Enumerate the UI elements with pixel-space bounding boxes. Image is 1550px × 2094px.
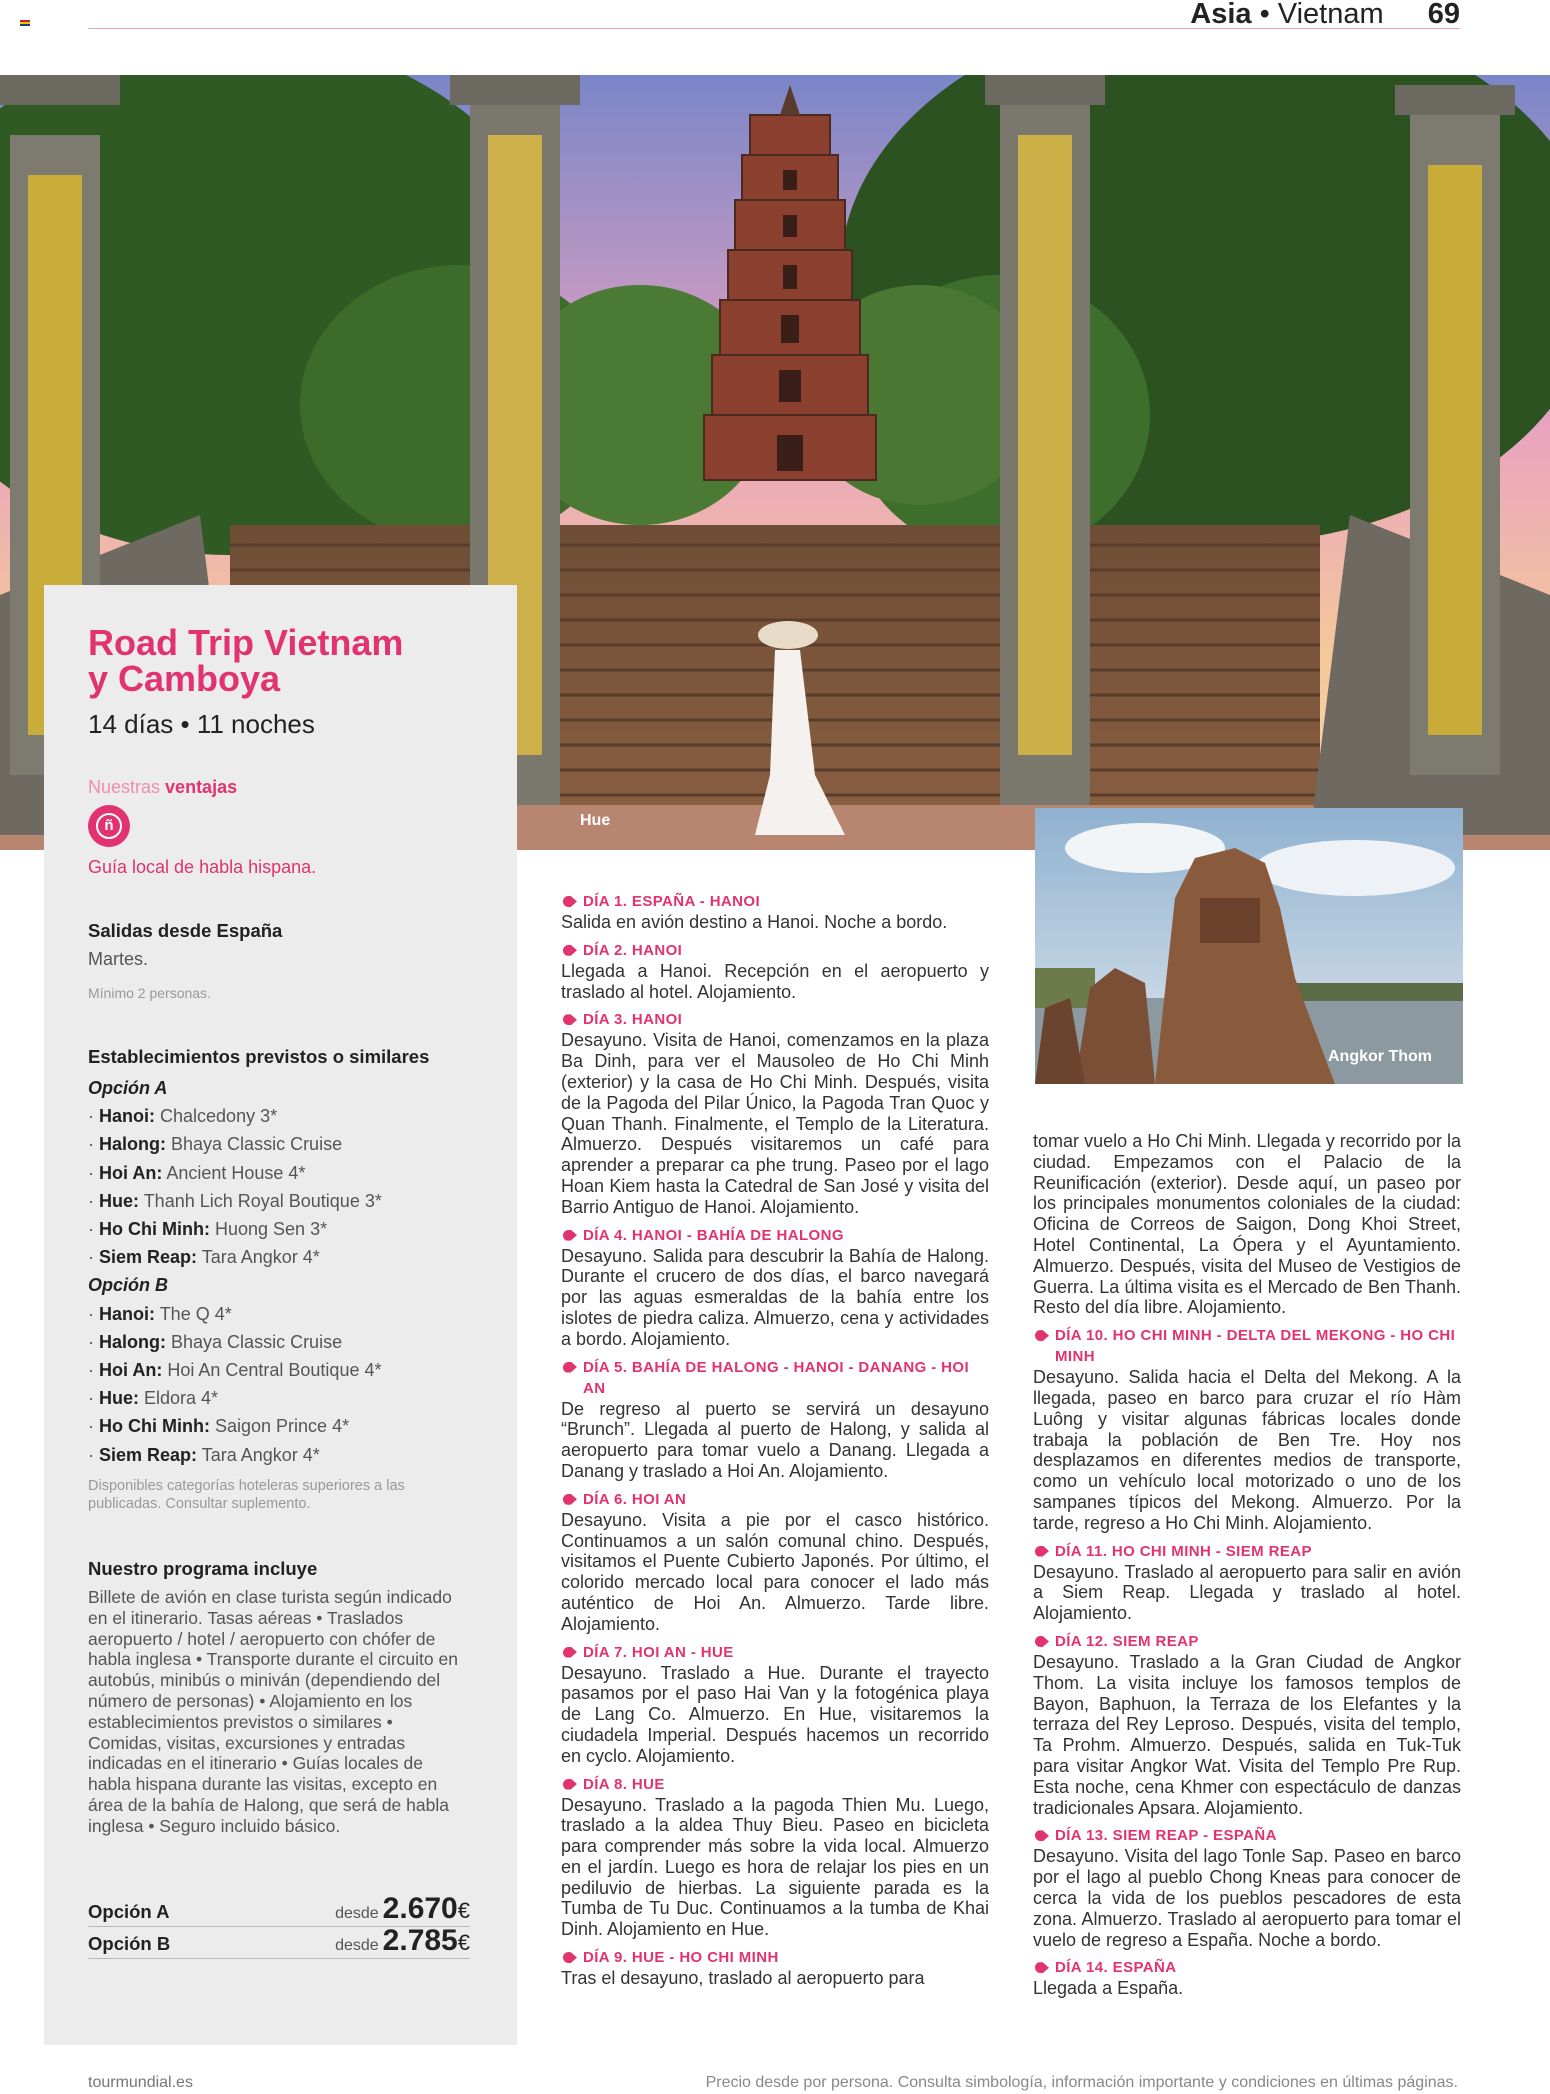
- day-text: Desayuno. Salida hacia el Delta del Mekong. A la llegada, paseo en barco para cruzar el río Hàm Luông y visitar algunas fábricas locales donde trabaja la población de Ben Tre. Hoy nos desplazamos en diferentes medios de transporte, como un vehículo local motorizado o uno de los sampanes típicos del Mekong. Almuerzo. Por la tarde, regreso a Ho Chi Minh. Alojamiento.: [1033, 1367, 1461, 1533]
- day-entry: [561, 891, 989, 933]
- day-entry: [561, 1947, 989, 1989]
- hotel-item: · Hue: Eldora 4*: [88, 1384, 478, 1412]
- angkor-image: [1035, 808, 1463, 1084]
- option-a-label: Opción A: [88, 1078, 168, 1098]
- ventajas-a: Nuestras: [88, 777, 161, 797]
- day-title: DÍA 7. HOI AN - HUE: [561, 1642, 989, 1663]
- hotel-item: · Halong: Bhaya Classic Cruise: [88, 1328, 478, 1356]
- price-option-label: Opción A: [88, 1901, 170, 1922]
- day-entry: [561, 940, 989, 1003]
- itinerary-column-1: [561, 891, 989, 1996]
- day-title: DÍA 1. ESPAÑA - HANOI: [561, 891, 989, 912]
- page-header: [1190, 0, 1460, 31]
- day-text: Llegada a España.: [1033, 1978, 1184, 1999]
- hotel-item: · Hanoi: Chalcedony 3*: [88, 1102, 478, 1130]
- hotel-item: · Ho Chi Minh: Saigon Prince 4*: [88, 1412, 478, 1440]
- day-title: DÍA 2. HANOI: [561, 940, 989, 961]
- hotel-item: · Ho Chi Minh: Huong Sen 3*: [88, 1215, 478, 1243]
- day-text: Desayuno. Traslado a Hue. Durante el trayecto pasamos por el paso Hai Van y la fotogénica playa de Lang Co. Almuerzo. En Hue, visitaremos la ciudadela Imperial. Después hacemos un recorrido en cyclo. Alojamiento.: [561, 1662, 989, 1766]
- hotel-item: · Halong: Bhaya Classic Cruise: [88, 1130, 478, 1158]
- program-heading: Nuestro programa incluye: [88, 1558, 318, 1579]
- trip-duration: 14 días • 11 noches: [88, 709, 315, 739]
- option-b-label: Opción B: [88, 1275, 168, 1296]
- spanish-guide-icon: [88, 805, 130, 847]
- day-text: Llegada a Hanoi. Recepción en el aeropuerto y traslado al hotel. Alojamiento.: [561, 960, 989, 1002]
- trip-card: [44, 585, 517, 2045]
- hotel-item: · Siem Reap: Tara Angkor 4*: [88, 1243, 478, 1271]
- salidas-minimum: Mínimo 2 personas.: [88, 985, 211, 1001]
- day-text: Desayuno. Visita del lago Tonle Sap. Paseo en barco por el lago al pueblo Chong Kneas para conocer de cerca la vida de los pueblos pescadores de esta zona. Almuerzo. Traslado al aeropuerto para tomar el vuelo de regreso a España. Noche a bordo.: [1033, 1846, 1461, 1950]
- day-entry: [1033, 1825, 1461, 1950]
- day-text: Desayuno. Visita a pie por el casco histórico. Continuamos a un salón comunal chino. Después, visitamos el Puente Cubierto Japonés. Por último, el colorido mercado local para conocer el lado más auténtico de Hoi An. Almuerzo. Tarde libre. Alojamiento.: [561, 1509, 989, 1634]
- hotels-heading: Establecimientos previstos o similares: [88, 1046, 430, 1067]
- day-title: DÍA 6. HOI AN: [561, 1489, 989, 1510]
- guide-icon-glyph: ñ: [96, 813, 122, 839]
- itinerary-column-2: [1033, 1131, 1461, 2006]
- trip-title: [88, 622, 468, 699]
- country: Vietnam: [1277, 0, 1384, 30]
- hotel-item: · Hanoi: The Q 4*: [88, 1300, 478, 1328]
- day-title: DÍA 10. HO CHI MINH - DELTA DEL MEKONG - HO CHI MINH: [1033, 1325, 1461, 1367]
- price-value: desde 2.785€: [335, 1924, 470, 1957]
- price-row: [88, 1892, 470, 1927]
- title-line-2: y Camboya: [88, 658, 281, 699]
- hotel-item: · Hue: Thanh Lich Royal Boutique 3*: [88, 1187, 478, 1215]
- day-entry: [1033, 1541, 1461, 1624]
- program-text: Billete de avión en clase turista según indicado en el itinerario. Tasas aéreas • Traslados aeropuerto / hotel / aeropuerto con chófer de habla inglesa • Transporte durante el circuito en autobús, minibús o miniván (dependiendo del número de personas) • Alojamiento en los establecimientos previstos o similares • Comidas, visitas, excursiones y entradas indicadas en el itinerario • Guías locales de habla hispana durante las visitas, excepto en área de la bahía de Halong, que será de habla inglesa • Seguro incluido básico.: [88, 1587, 458, 1836]
- title-line-1: Road Trip Vietnam: [88, 622, 404, 663]
- price-row: [88, 1924, 470, 1959]
- hero-caption: Hue: [580, 812, 611, 829]
- day-text: De regreso al puerto se servirá un desayuno “Brunch”. Llegada al puerto de Halong, y salida al aeropuerto para tomar vuelo a Danang. Llegada a Danang y traslado a Hoi An. Alojamiento.: [561, 1398, 989, 1481]
- day-title: DÍA 13. SIEM REAP - ESPAÑA: [1033, 1825, 1461, 1846]
- separator: •: [1259, 0, 1270, 30]
- hotel-item: · Hoi An: Hoi An Central Boutique 4*: [88, 1356, 478, 1384]
- day-text: Desayuno. Traslado a la pagoda Thien Mu. Luego, traslado a la aldea Thuy Bieu. Paseo en bicicleta para comprender más sobre la vida local. Almuerzo en el jardín. Luego es hora de relajar los pies en un pediluvio de hierbas. La siguiente parada es la Tumba de Tu Duc. Continuamos a la tumba de Khai Dinh. Alojamiento en Hue.: [561, 1794, 989, 1940]
- day-text: tomar vuelo a Ho Chi Minh. Llegada y recorrido por la ciudad. Empezamos con el Palacio de la Reunificación (exterior). Desde aquí, un paseo por los principales monumentos coloniales de la ciudad: Oficina de Correos de Saigon, Dong Khoi Street, Hotel Continental, La Ópera y el Ayuntamiento. Almuerzo. Después, visita del Museo de Vestigios de Guerra. La última visita es el Mercado de Ben Thanh. Resto del día libre. Alojamiento.: [1033, 1131, 1461, 1318]
- price-table: [88, 1892, 470, 1959]
- ventajas-b: ventajas: [165, 777, 238, 797]
- day-text: Desayuno. Traslado al aeropuerto para salir en avión a Siem Reap. Llegada y traslado al hotel. Alojamiento.: [1033, 1561, 1461, 1624]
- day-title: DÍA 11. HO CHI MINH - SIEM REAP: [1033, 1541, 1461, 1562]
- day-title: DÍA 5. BAHÍA DE HALONG - HANOI - DANANG - HOI AN: [561, 1357, 989, 1399]
- flag-icon: [20, 20, 30, 26]
- day-title: DÍA 8. HUE: [561, 1774, 989, 1795]
- hotel-disclaimer: Disponibles categorías hoteleras superiores a las publicadas. Consultar suplemento.: [88, 1478, 405, 1512]
- salidas-heading: Salidas desde España: [88, 920, 283, 941]
- day-entry: [1033, 1957, 1461, 1999]
- page-number: 69: [1427, 0, 1460, 30]
- day-title: DÍA 9. HUE - HO CHI MINH: [561, 1947, 989, 1968]
- day-entry: [1033, 1131, 1461, 1318]
- ventaja-text: Guía local de habla hispana.: [88, 857, 317, 877]
- day-title: DÍA 14. ESPAÑA: [1033, 1957, 1461, 1978]
- day-entry: [1033, 1631, 1461, 1818]
- day-entry: [561, 1009, 989, 1217]
- day-text: Salida en avión destino a Hanoi. Noche a bordo.: [561, 912, 948, 932]
- day-text: Desayuno. Visita de Hanoi, comenzamos en la plaza Ba Dinh, para ver el Mausoleo de Ho Chi Minh (exterior) y la casa de Ho Chi Minh. Después, visita de la Pagoda del Pilar Único, la Pagoda Tran Quoc y Quan Thanh. Finalmente, el Templo de la Literatura. Almuerzo. Después visitaremos un café para aprender a preparar ca phe trung. Paseo por el lago Hoan Kiem hasta la Catedral de San José y visita del Barrio Antiguo de Hanoi. Alojamiento.: [561, 1030, 989, 1217]
- hotel-item: · Hoi An: Ancient House 4*: [88, 1159, 478, 1187]
- day-title: DÍA 12. SIEM REAP: [1033, 1631, 1461, 1652]
- price-option-label: Opción B: [88, 1933, 171, 1954]
- day-entry: [561, 1225, 989, 1350]
- day-entry: [561, 1489, 989, 1635]
- hotel-item: · Siem Reap: Tara Angkor 4*: [88, 1441, 478, 1469]
- hotel-list: [88, 1074, 478, 1469]
- day-entry: [561, 1642, 989, 1767]
- region: Asia: [1190, 0, 1252, 30]
- ventajas-heading: [88, 777, 237, 798]
- day-entry: [561, 1357, 989, 1482]
- day-text: Tras el desayuno, traslado al aeropuerto para: [561, 1968, 925, 1989]
- day-entry: [1033, 1325, 1461, 1533]
- angkor-caption: Angkor Thom: [1328, 1048, 1432, 1065]
- day-title: DÍA 4. HANOI - BAHÍA DE HALONG: [561, 1225, 989, 1246]
- day-title: DÍA 3. HANOI: [561, 1009, 989, 1030]
- day-text: Desayuno. Salida para descubrir la Bahía de Halong. Durante el crucero de dos días, el barco navegará por las aguas esmeraldas de la bahía entre los islotes de piedra caliza. Almuerzo, cena y actividades a bordo. Alojamiento.: [561, 1245, 989, 1349]
- footer-site[interactable]: tourmundial.es: [88, 2074, 193, 2091]
- day-text: Desayuno. Traslado a la Gran Ciudad de Angkor Thom. La visita incluye los famosos templos de Bayon, Baphuon, la Terraza de los Elefantes y la terraza del Rey Leproso. Después, visita del templo, Ta Prohm. Almuerzo. Después, salida en Tuk-Tuk para visitar Angkor Wat. Visita del Templo Pre Rup. Esta noche, cena Khmer con espectáculo de danzas tradicionales Apsara. Alojamiento.: [1033, 1651, 1461, 1818]
- footer-note: Precio desde por persona. Consulta simbología, información importante y condiciones en últimas páginas.: [705, 2074, 1458, 2091]
- price-value: desde 2.670€: [335, 1892, 470, 1925]
- day-entry: [561, 1774, 989, 1941]
- salidas-text: Martes.: [88, 949, 149, 969]
